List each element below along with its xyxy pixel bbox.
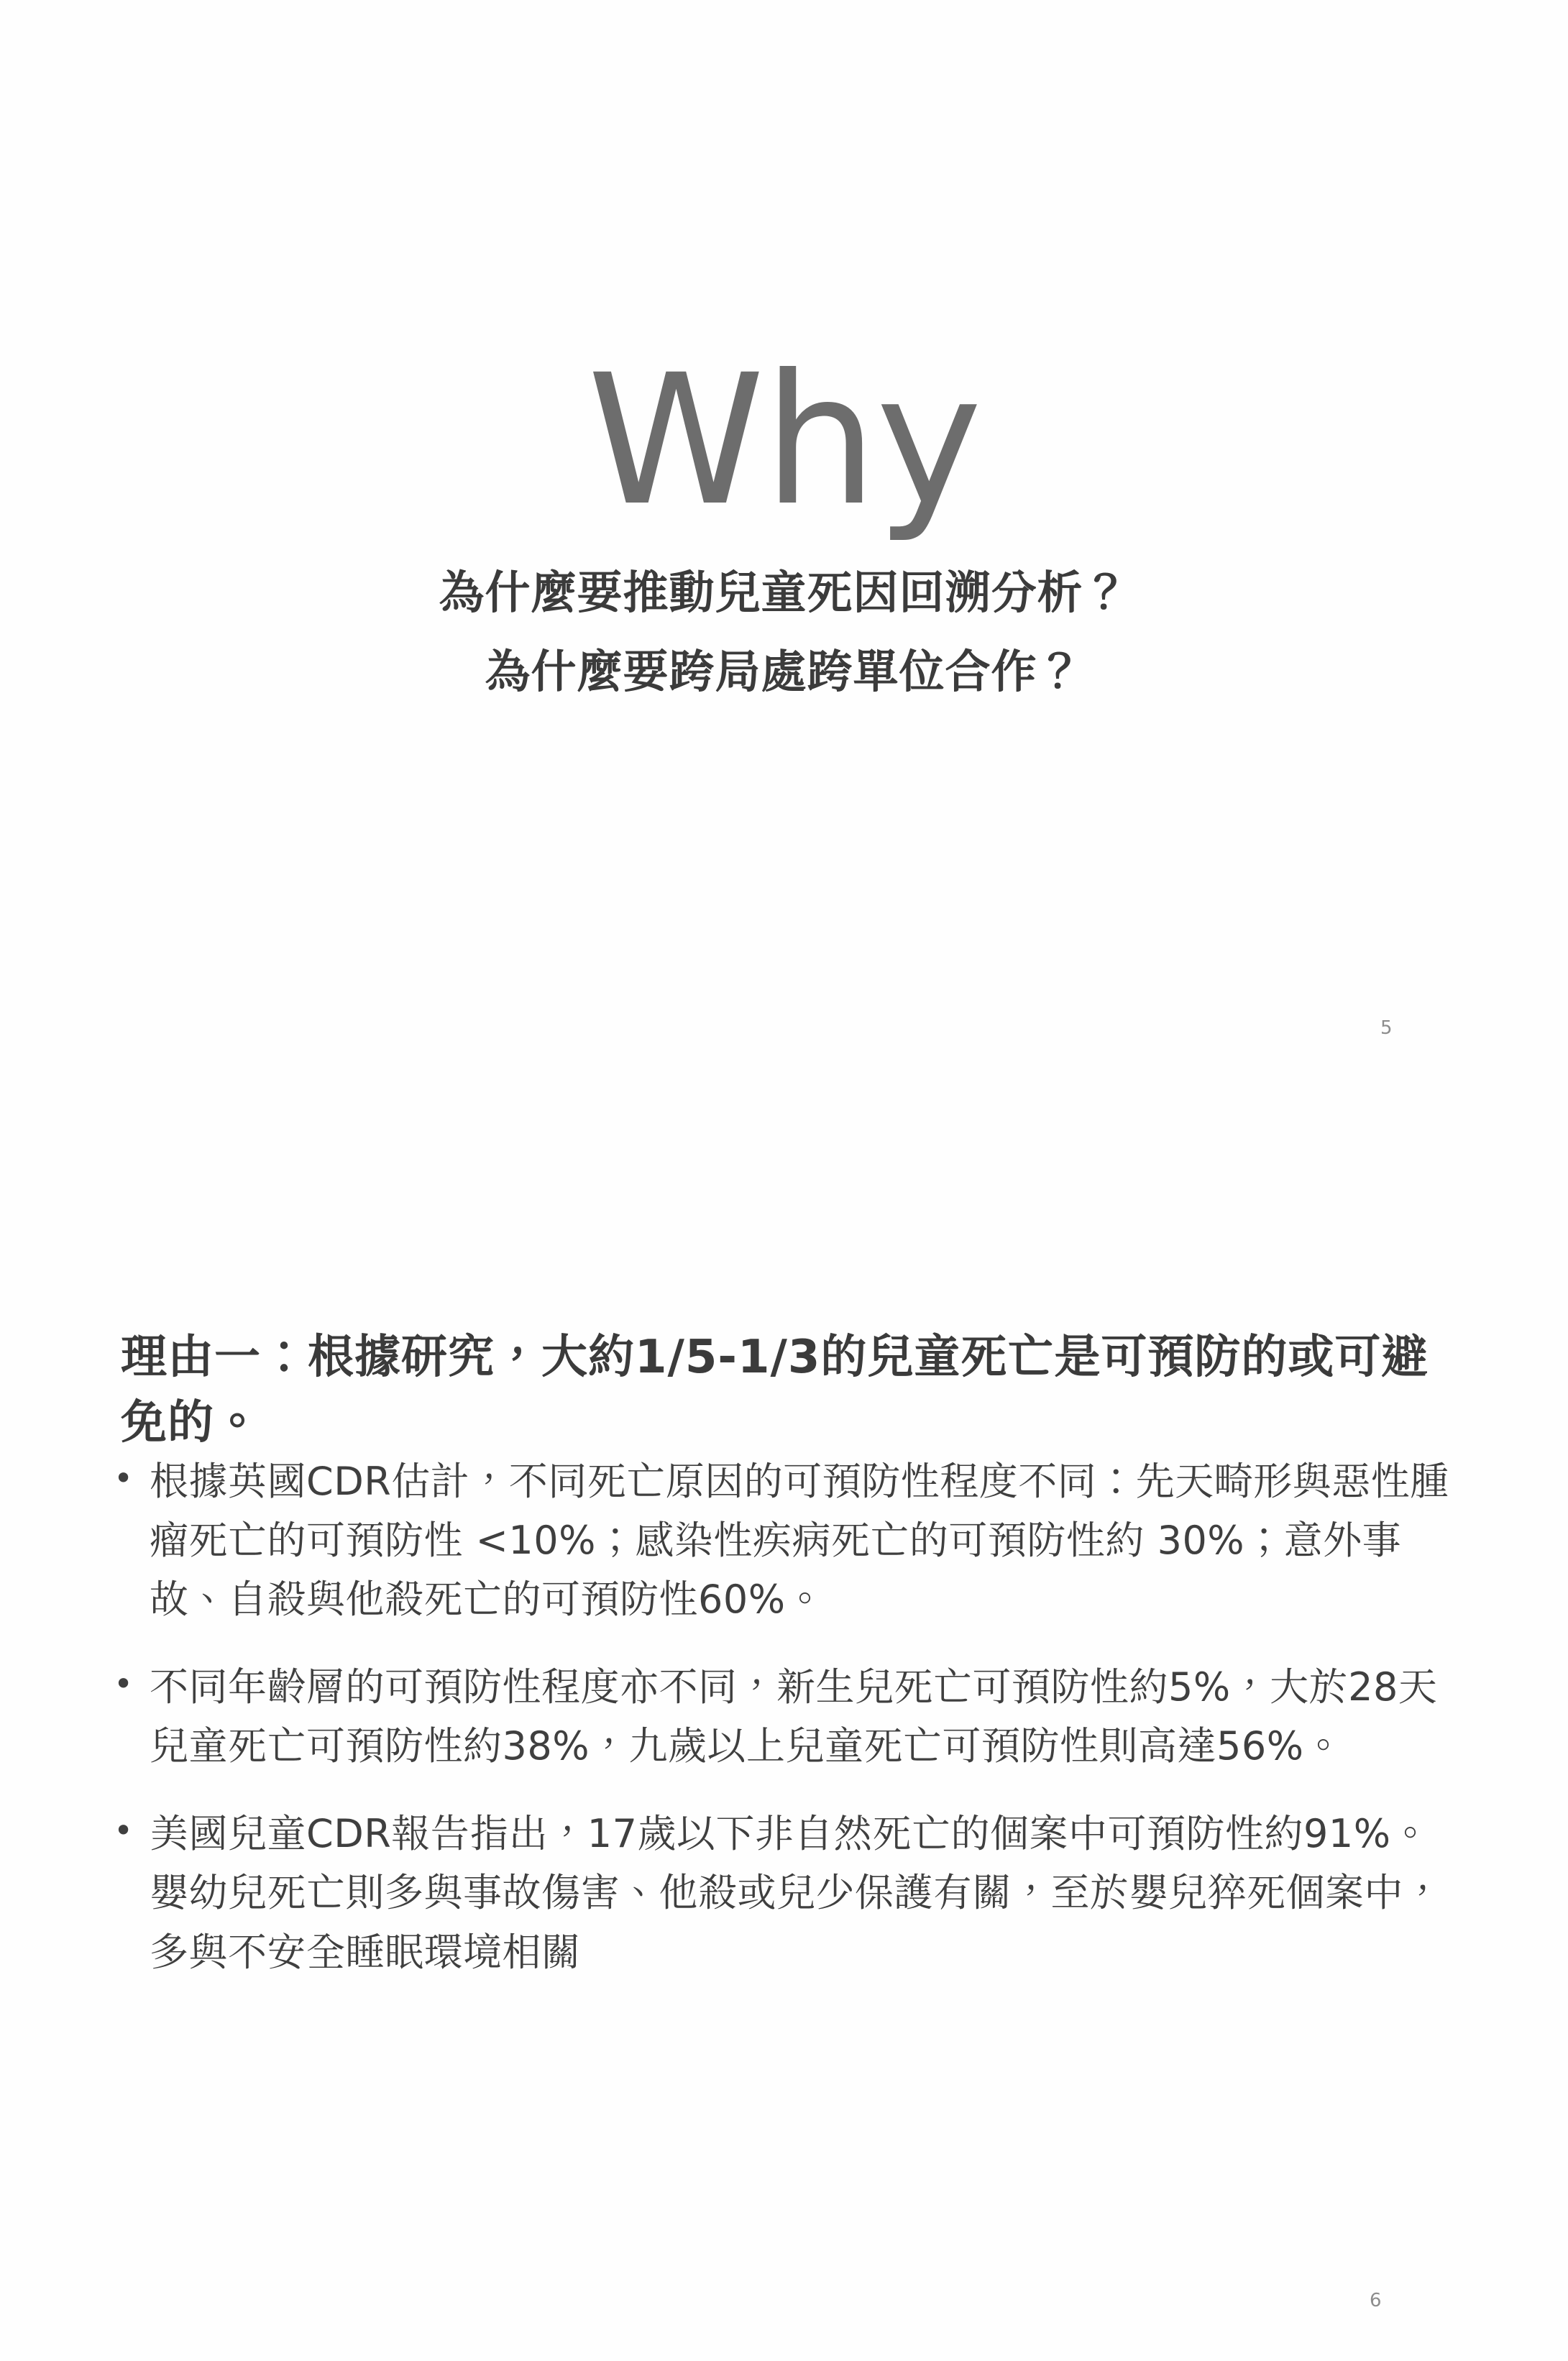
page-number-slide-1: 5 [1380, 1017, 1393, 1039]
slide-subtitle-block [0, 554, 1568, 712]
slide-subtitle-line-2: 為什麼要跨局處跨單位合作？ [485, 646, 1083, 699]
slide-why [0, 0, 1568, 1136]
list-item-text: 根據英國CDR估計，不同死亡原因的可預防性程度不同：先天畸形與惡性腫瘤死亡的可預防性 <10%；感染性疾病死亡的可預防性約 30%；意外事故、自殺與他殺死亡的可預防性60%。 [150, 1459, 1449, 1623]
reason-heading: 理由一：根據研究，大約1/5-1/3的兒童死亡是可預防的或可避免的。 [121, 1331, 1429, 1449]
list-item-text: 不同年齡層的可預防性程度亦不同，新生兒死亡可預防性約5%，大於28天兒童死亡可預防性約38%，九歲以上兒童死亡可預防性則高達56%。 [150, 1664, 1438, 1769]
bullet-marker-icon: • [114, 1811, 134, 1851]
page-number-slide-2: 6 [1370, 2290, 1382, 2311]
list-item [108, 1658, 1459, 1776]
slide-title-why: Why [587, 335, 981, 545]
bullet-marker-icon: • [114, 1664, 134, 1704]
slide-reason-one [0, 1165, 1568, 2361]
list-item [108, 1805, 1459, 1981]
list-item-text: 美國兒童CDR報告指出，17歲以下非自然死亡的個案中可預防性約91%。嬰幼兒死亡則多與事故傷害、他殺或兒少保護有關，至於嬰兒猝死個案中，多與不安全睡眠環境相關 [150, 1811, 1443, 1975]
bullet-list [108, 1452, 1459, 2011]
bullet-marker-icon: • [114, 1459, 134, 1498]
list-item [108, 1452, 1459, 1629]
slide-subtitle-line-1: 為什麼要推動兒童死因回溯分析？ [439, 567, 1129, 619]
